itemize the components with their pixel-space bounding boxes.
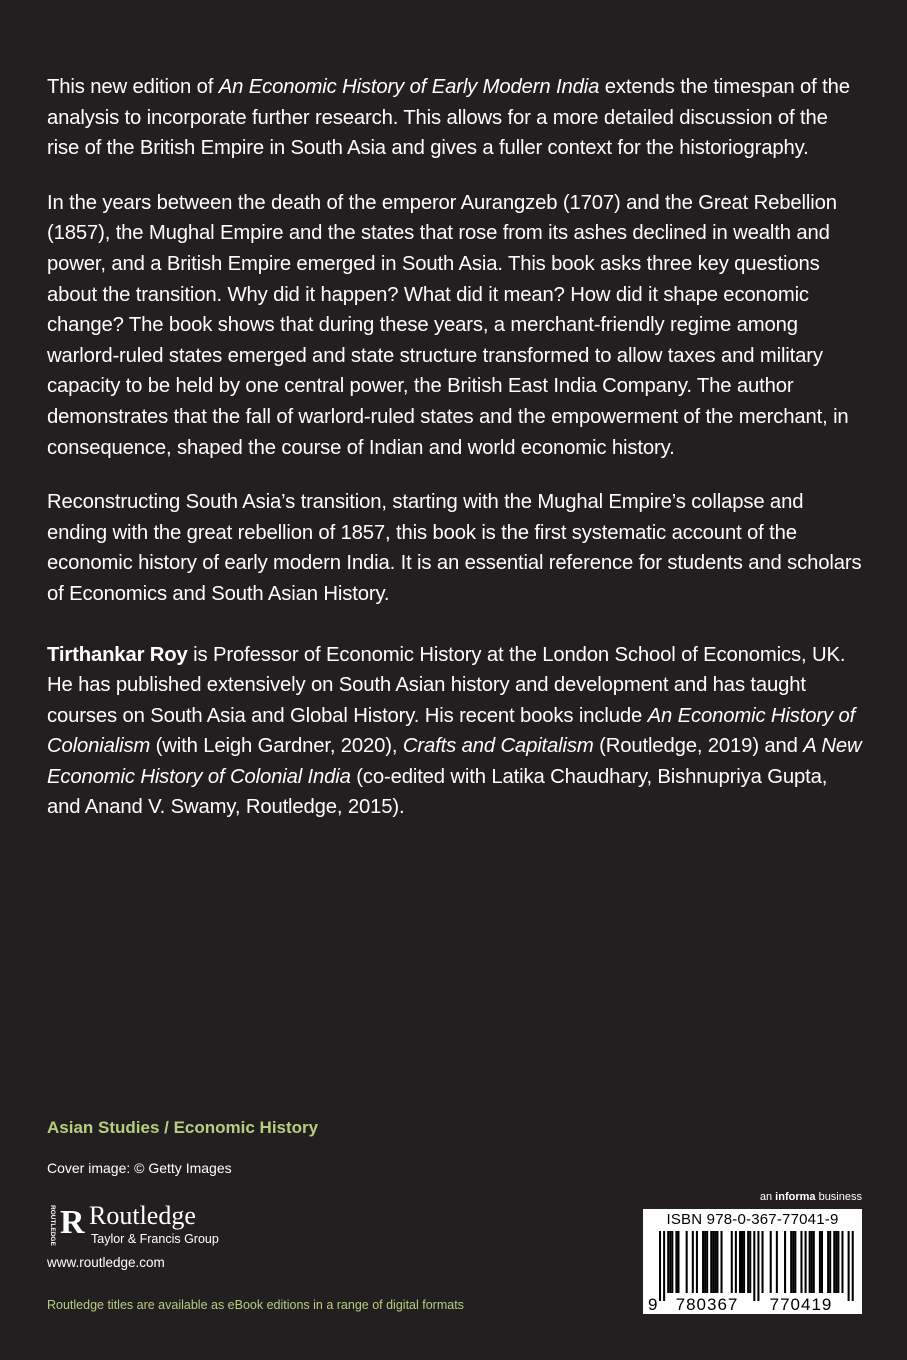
- barcode-bar: [770, 1231, 772, 1293]
- blurb-paragraph-2: In the years between the death of the emperor Aurangzeb (1707) and the Great Rebellion (1857), the Mughal Empire and the states that rose from its ashes declined in wealth and power, and a British Empire emerged in South Asia. This book asks three key questions about the transition. Why did it happen? What did it mean? How did it shape economic change? The book shows that during these years, a merchant-friendly regime among warlord-ruled states emerged and state structure transformed to allow taxes and military capacity to be held by one central power, the British East India Company. The author demonstrates that the fall of warlord-ruled states and the empowerment of the merchant, in consequence, shaped the course of Indian and world economic history.: [47, 191, 849, 459]
- barcode-bar: [716, 1231, 718, 1293]
- barcode-bar: [827, 1231, 829, 1293]
- publisher-url[interactable]: www.routledge.com: [47, 1255, 165, 1270]
- barcode-bar: [749, 1231, 751, 1293]
- barcode-bar: [669, 1231, 671, 1293]
- barcode-digits-right: 770419: [769, 1295, 833, 1314]
- isbn-barcode: [643, 1209, 862, 1314]
- barcode-bar: [743, 1231, 745, 1293]
- barcode-bar: [813, 1231, 815, 1293]
- author-name: Tirthankar Roy: [47, 643, 188, 666]
- barcode-bar: [731, 1231, 733, 1293]
- barcode-bar: [833, 1231, 835, 1293]
- barcode-bar: [692, 1231, 694, 1293]
- barcode-bar: [821, 1231, 823, 1293]
- bio-book-1: An Economic History of Colonialism: [47, 704, 856, 758]
- barcode-bar: [712, 1231, 714, 1293]
- logo-letter: R: [60, 1204, 85, 1241]
- barcode-bar: [721, 1231, 723, 1293]
- barcode-bar: [735, 1231, 737, 1293]
- barcode-bar: [837, 1231, 839, 1293]
- barcode-bars: [643, 1209, 862, 1314]
- barcode-bar: [710, 1231, 712, 1293]
- logo-vertical-text: ROUTLEDGE: [49, 1205, 56, 1246]
- barcode-bar: [675, 1231, 677, 1293]
- publisher-group: Taylor & Francis Group: [91, 1232, 219, 1246]
- book-title: An Economic History of Early Modern India: [218, 76, 600, 98]
- barcode-bar: [757, 1231, 759, 1301]
- barcode-bar: [800, 1231, 802, 1293]
- barcode-bar: [747, 1231, 749, 1293]
- barcode-bar: [792, 1231, 794, 1293]
- cover-image-credit: Cover image: © Getty Images: [47, 1160, 232, 1176]
- barcode-bar: [794, 1231, 796, 1293]
- barcode-bar: [714, 1231, 716, 1293]
- barcode-bar: [671, 1231, 673, 1293]
- barcode-bar: [706, 1231, 708, 1293]
- barcode-digit-first: 9: [648, 1295, 658, 1314]
- back-cover-blurb: [47, 72, 865, 847]
- barcode-bar: [835, 1231, 837, 1293]
- ebook-note: Routledge titles are available as eBook editions in a range of digital formats: [47, 1298, 464, 1312]
- publisher-name: Routledge: [89, 1201, 196, 1230]
- barcode-bar: [677, 1231, 679, 1293]
- barcode-bar: [809, 1231, 811, 1293]
- barcode-bar: [776, 1231, 778, 1293]
- barcode-bar: [841, 1231, 843, 1293]
- barcode-bar: [829, 1231, 831, 1293]
- barcode-bar: [696, 1231, 698, 1293]
- subject-category: Asian Studies / Economic History: [47, 1118, 319, 1137]
- barcode-bar: [753, 1231, 755, 1301]
- barcode-bar: [686, 1231, 688, 1293]
- author-bio: Tirthankar Roy is Professor of Economic History at the London School of Economics, UK. He has published extensively on South Asian history and development and has taught courses on South Asia and Global History. His recent books include An Economic History of Colonialism (with Leigh Gardner, 2020), Crafts and Capitalism (Routledge, 2019) and A New Economic History of Colonial India (co-edited with Latika Chaudhary, Bishnupriya Gupta, and Anand V. Swamy, Routledge, 2015).: [47, 643, 862, 819]
- blurb-paragraph-1: This new edition of An Economic History of Early Modern India extends the timespan of the analysis to incorporate further research. This allows for a more detailed discussion of the rise of the British Empire in South Asia and gives a fuller context for the historiography.: [47, 76, 850, 160]
- bio-book-3: A New Economic History of Colonial India: [47, 735, 862, 788]
- barcode-bar: [702, 1231, 704, 1293]
- barcode-bar: [663, 1231, 665, 1301]
- barcode-bar: [741, 1231, 743, 1293]
- barcode-bar: [819, 1231, 821, 1293]
- informa-tagline: an informa business: [759, 1191, 862, 1203]
- barcode-bar: [790, 1231, 792, 1293]
- barcode-bar: [848, 1231, 850, 1301]
- barcode-bar: [811, 1231, 813, 1293]
- isbn-label: ISBN 978-0-367-77041-9: [666, 1211, 839, 1228]
- barcode-bar: [659, 1231, 661, 1301]
- routledge-logo-icon: [47, 1200, 85, 1252]
- barcode-bar: [739, 1231, 741, 1293]
- bio-book-2: Crafts and Capitalism: [402, 735, 594, 758]
- barcode-bar: [852, 1231, 854, 1301]
- blurb-paragraph-3: Reconstructing South Asia’s transition, starting with the Mughal Empire’s collapse and ending with the great rebellion of 1857, this book is the first systematic account of the economic history of early modern India. It is an essential reference for students and scholars of Economics and South Asian History.: [47, 491, 862, 605]
- barcode-bar: [805, 1231, 807, 1293]
- barcode-bar: [762, 1231, 764, 1293]
- barcode-bar: [784, 1231, 786, 1293]
- publisher-logo: [47, 1200, 347, 1252]
- barcode-bar: [704, 1231, 706, 1293]
- barcode-bar: [667, 1231, 669, 1293]
- barcode-digits-left: 780367: [675, 1295, 739, 1314]
